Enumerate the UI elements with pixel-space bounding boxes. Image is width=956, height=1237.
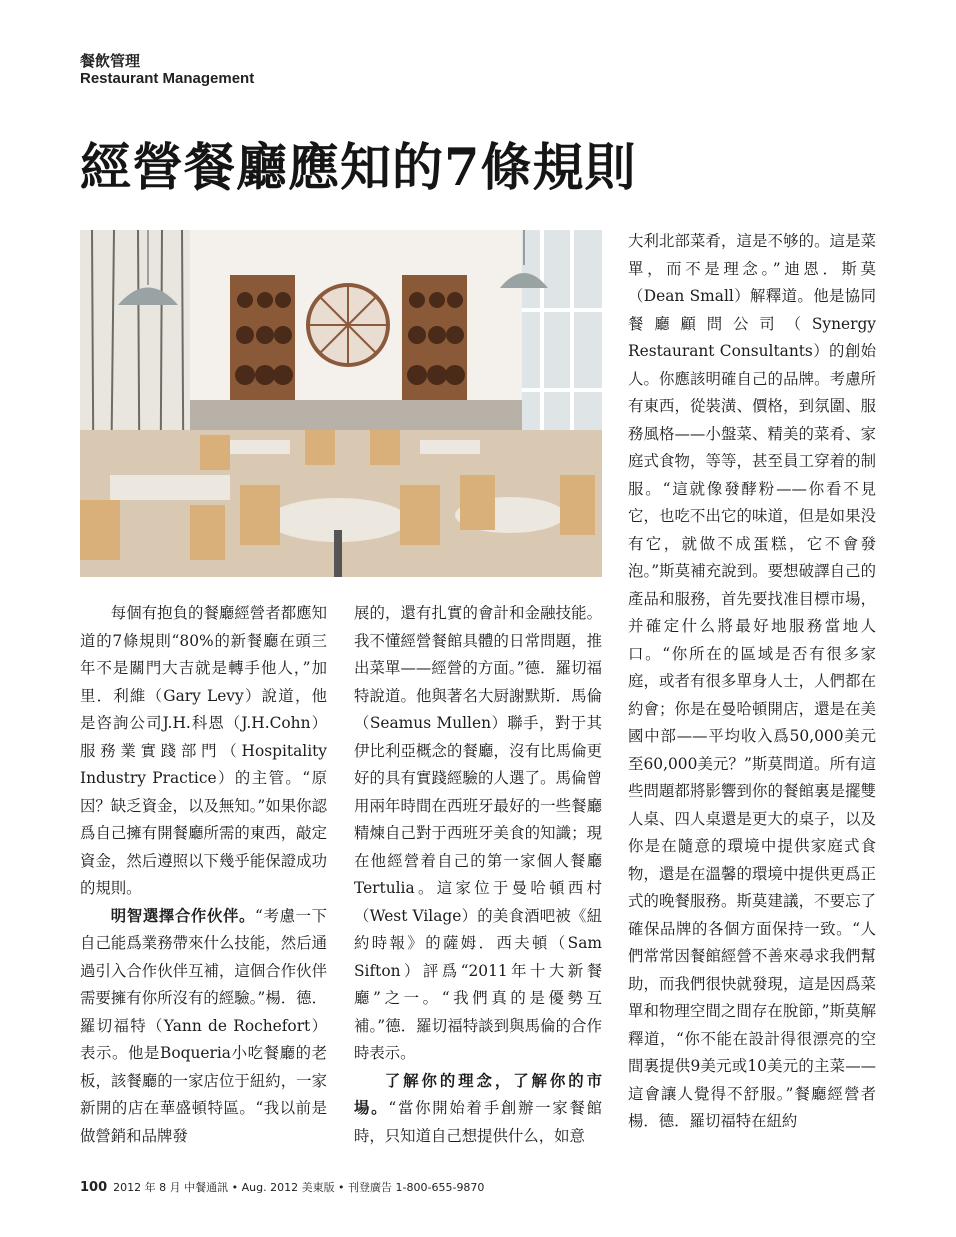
- article-paragraph: 展的，還有扎實的會計和金融技能。我不懂經營餐館具體的日常問題，推出菜單——經營的方面。”德．羅切福特說道。他與著名大厨謝默斯．馬倫（Seamus Mullen）聯手，對于其伊比利亞概念的餐廳，沒有比馬倫更好的具有實踐經驗的人選了。馬倫曾用兩年時間在西班牙最好的一些餐廳精煉自己對于西班牙美食的知識；現在他經營着自己的第一家個人餐廳Tertulia。這家位于曼哈頓西村（West Vilage）的美食酒吧被《紐約時報》的薩姆．西夫頓（Sam Sifton）評爲“2011年十大新餐廳”之一。“我們真的是優勢互補。”德．羅切福特談到與馬倫的合作時表示。: [354, 604, 602, 1062]
- footer-text: 2012 年 8 月 中餐通訊 • Aug. 2012 美東版 • 刊登廣告 1-800-655-9870: [113, 1181, 485, 1194]
- article-column-2: [354, 600, 602, 1150]
- article-column-3: [628, 228, 876, 1136]
- article-paragraph: [354, 1068, 602, 1151]
- page-number: 100: [80, 1180, 108, 1195]
- article-paragraph: 每個有抱負的餐廳經營者都應知道的7條規則“80%的新餐廳在頭三年不是關門大吉就是轉手他人，”加里．利維（Gary Levy）說道，他是咨詢公司J.H.科恩（J.H.Cohn）服務業實踐部門（Hospitality Industry Practice）的主管。“原因？缺乏資金，以及無知。”如果你認爲自己擁有開餐廳所需的東西，敲定資金，然后遵照以下幾乎能保證成功的規則。: [80, 604, 327, 897]
- paragraph-body: “當你開始着手創辦一家餐館時，只知道自己想提供什么，如意: [354, 1099, 602, 1145]
- restaurant-interior-photo: [80, 230, 602, 577]
- article-paragraph: 大利北部菜肴，這是不够的。這是菜單，而不是理念。”迪恩．斯莫（Dean Small）解釋道。他是協同餐廳顧問公司（Synergy Restaurant Consultants）的創始人。你應該明確自己的品牌。考慮所有東西，從裝潢、價格，到氛圍、服務風格——小盤菜、精美的菜肴、家庭式食物，等等，甚至員工穿着的制服。“這就像發酵粉——你看不見它，也吃不出它的味道，但是如果没有它，就做不成蛋糕，它不會發泡。”斯莫補充說到。要想破譯自己的產品和服務，首先要找准目標市場，并確定什么將最好地服務當地人口。“你所在的區域是否有很多家庭，或者有很多單身人士，人們都在約會；你是在曼哈頓開店，還是在美國中部——平均收入爲50,000美元至60,000美元？”斯莫問道。所有這些問題都將影響到你的餐館裏是擺雙人桌、四人桌還是更大的桌子，以及你是在隨意的環境中提供家庭式食物，還是在溫馨的環境中提供更爲正式的晚餐服務。斯莫建議，不要忘了確保品牌的各個方面保持一致。“人們常常因餐館經營不善來尋求我們幫助，而我們很快就發現，這是因爲菜單和物理空間之間存在脫節，”斯莫解釋道，“你不能在設計得很漂亮的空間裏提供9美元或10美元的主菜——這會讓人覺得不舒服。”餐廳經營者楊．德．羅切福特在紐約: [628, 232, 876, 1130]
- article-title: 經營餐廳應知的7條規則: [80, 138, 637, 198]
- page-footer: [80, 1179, 484, 1195]
- subheading-concept-market: 了解你的理念，了解你的市場。: [354, 1071, 602, 1117]
- section-label-english: Restaurant Management: [80, 70, 255, 87]
- article-paragraph: [80, 903, 327, 1151]
- section-label-chinese: 餐飲管理: [80, 52, 141, 70]
- article-column-1: [80, 600, 327, 1150]
- restaurant-photo-illustration: [80, 230, 602, 577]
- paragraph-body: “考慮一下自己能爲業務帶來什么技能，然后通過引入合作伙伴互補，這個合作伙伴需要擁有你所沒有的經驗。”楊．德．羅切福特（Yann de Rochefort）表示。他是Boqueria小吃餐廳的老板，該餐廳的一家店位于紐約，一家新開的店在華盛頓特區。“我以前是做營銷和品牌發: [80, 906, 327, 1145]
- subheading-partner: 明智選擇合作伙伴。: [110, 906, 256, 925]
